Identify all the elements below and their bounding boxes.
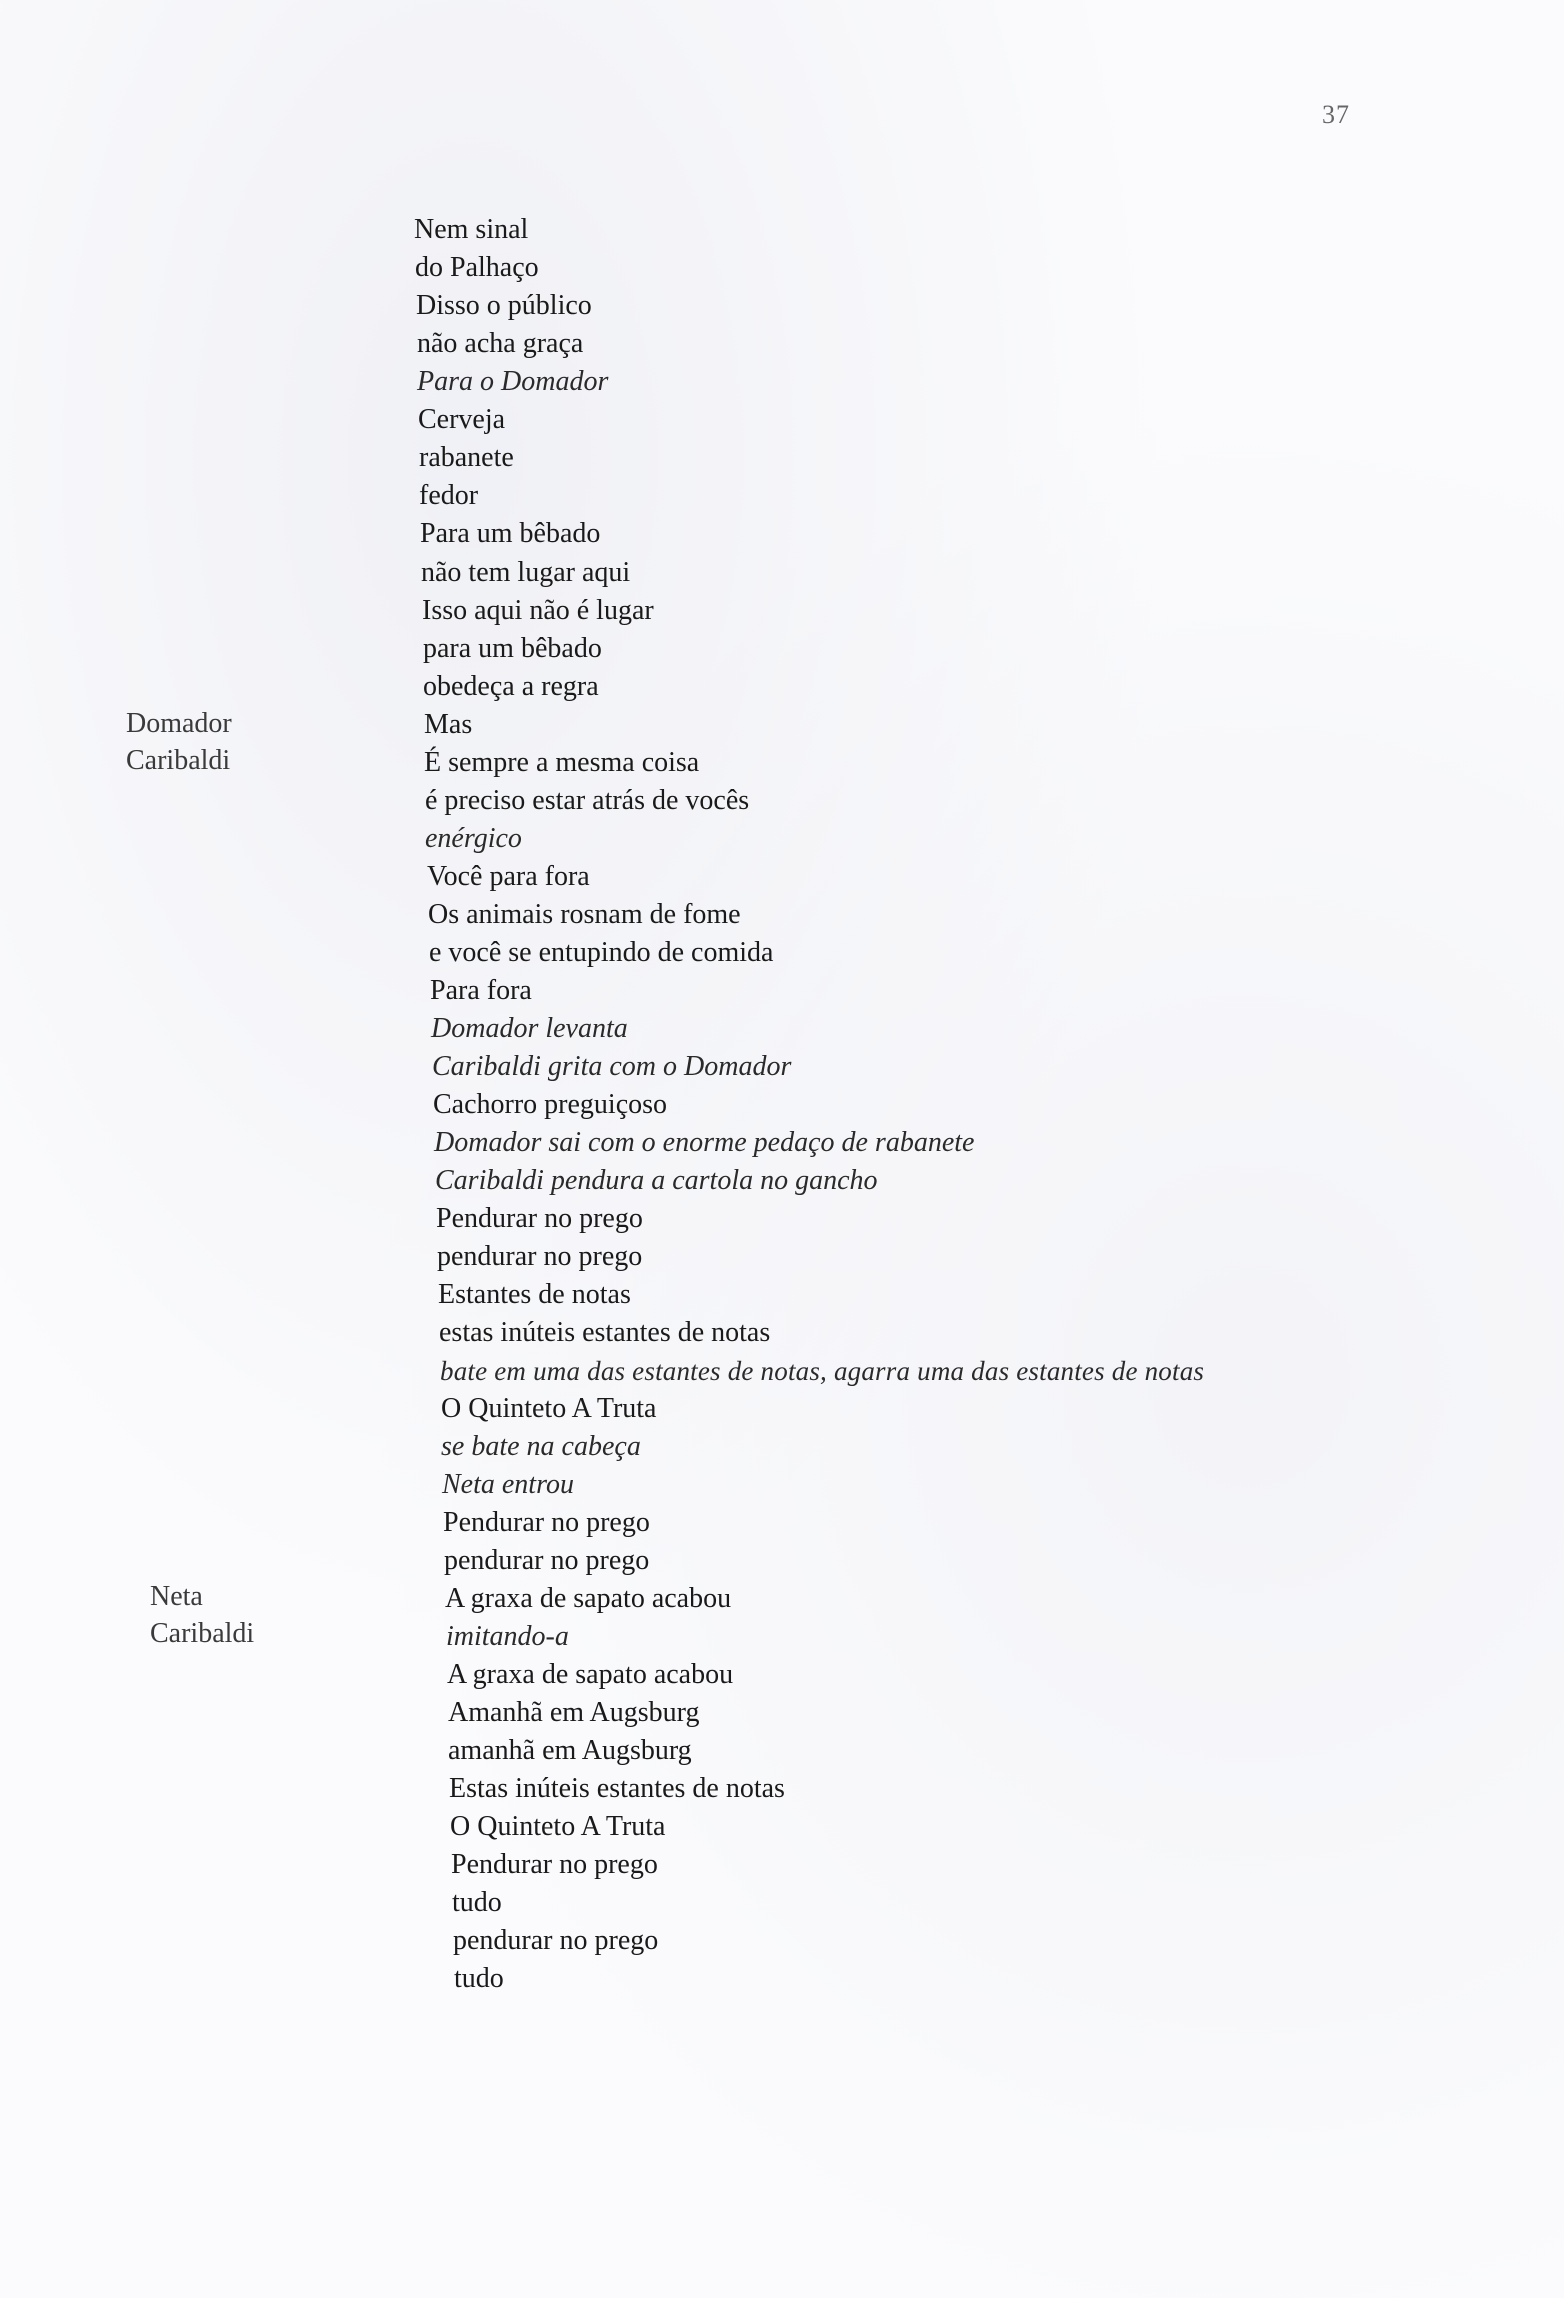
- dialogue-line: Para fora: [430, 975, 532, 1006]
- speaker-name: Neta: [150, 1581, 203, 1612]
- dialogue-line: Cachorro preguiçoso: [433, 1089, 668, 1120]
- dialogue-line: Pendurar no prego: [451, 1849, 658, 1880]
- stage-direction: Caribaldi pendura a cartola no gancho: [435, 1165, 878, 1196]
- dialogue-line: Você para fora: [427, 861, 590, 892]
- stage-direction: se bate na cabeça: [441, 1431, 641, 1462]
- dialogue-line: Os animais rosnam de fome: [428, 899, 741, 930]
- dialogue-line: Estantes de notas: [438, 1279, 631, 1310]
- dialogue-line: obedeça a regra: [423, 671, 599, 702]
- dialogue-line: tudo: [454, 1963, 504, 1994]
- speaker-name: Caribaldi: [126, 745, 231, 776]
- dialogue-line: rabanete: [419, 442, 514, 473]
- dialogue-line: Isso aqui não é lugar: [422, 595, 654, 626]
- dialogue-line: para um bêbado: [423, 633, 602, 664]
- dialogue-line: Pendurar no prego: [436, 1203, 643, 1234]
- dialogue-line: amanhã em Augsburg: [448, 1735, 692, 1766]
- speaker-name: Domador: [126, 708, 232, 739]
- stage-direction: imitando-a: [446, 1621, 569, 1652]
- dialogue-line: Estas inúteis estantes de notas: [449, 1773, 785, 1804]
- stage-direction: Domador sai com o enorme pedaço de rabanete: [434, 1127, 975, 1158]
- dialogue-line: A graxa de sapato acabou: [445, 1583, 732, 1614]
- dialogue-line: fedor: [419, 480, 479, 511]
- dialogue-line: A graxa de sapato acabou: [447, 1659, 734, 1690]
- dialogue-line: Amanhã em Augsburg: [448, 1697, 700, 1728]
- stage-direction: Caribaldi grita com o Domador: [432, 1051, 792, 1082]
- dialogue-line: não acha graça: [417, 328, 584, 359]
- dialogue-line: tudo: [452, 1887, 502, 1918]
- dialogue-line: O Quinteto A Truta: [450, 1811, 666, 1842]
- dialogue-line: Disso o público: [416, 290, 592, 321]
- stage-direction: enérgico: [425, 823, 522, 854]
- dialogue-line: é preciso estar atrás de vocês: [425, 785, 750, 816]
- page-number: 37: [1322, 100, 1350, 129]
- stage-direction: Domador levanta: [431, 1013, 628, 1044]
- stage-direction: Neta entrou: [442, 1469, 574, 1500]
- dialogue-line: Cerveja: [418, 404, 506, 435]
- dialogue-line: pendurar no prego: [453, 1925, 659, 1956]
- dialogue-line: não tem lugar aqui: [421, 557, 631, 588]
- speaker-block-1: [126, 705, 232, 779]
- dialogue-line: Mas: [424, 709, 473, 740]
- dialogue-line: e você se entupindo de comida: [429, 937, 774, 968]
- dialogue-line: pendurar no prego: [444, 1545, 650, 1576]
- stage-direction: Para o Domador: [417, 366, 609, 397]
- dialogue-line: Nem sinal: [414, 214, 529, 245]
- dialogue-line: do Palhaço: [415, 252, 539, 283]
- speaker-block-2: [150, 1578, 254, 1652]
- stage-direction: bate em uma das estantes de notas, agarra uma das estantes de notas: [440, 1356, 1205, 1386]
- dialogue-line: É sempre a mesma coisa: [424, 747, 700, 778]
- dialogue-line: Pendurar no prego: [443, 1507, 650, 1538]
- dialogue-line: Para um bêbado: [420, 518, 601, 549]
- dialogue-line: pendurar no prego: [437, 1241, 643, 1272]
- dialogue-line: O Quinteto A Truta: [441, 1393, 657, 1424]
- dialogue-line: estas inúteis estantes de notas: [439, 1317, 771, 1348]
- speaker-name: Caribaldi: [150, 1618, 255, 1649]
